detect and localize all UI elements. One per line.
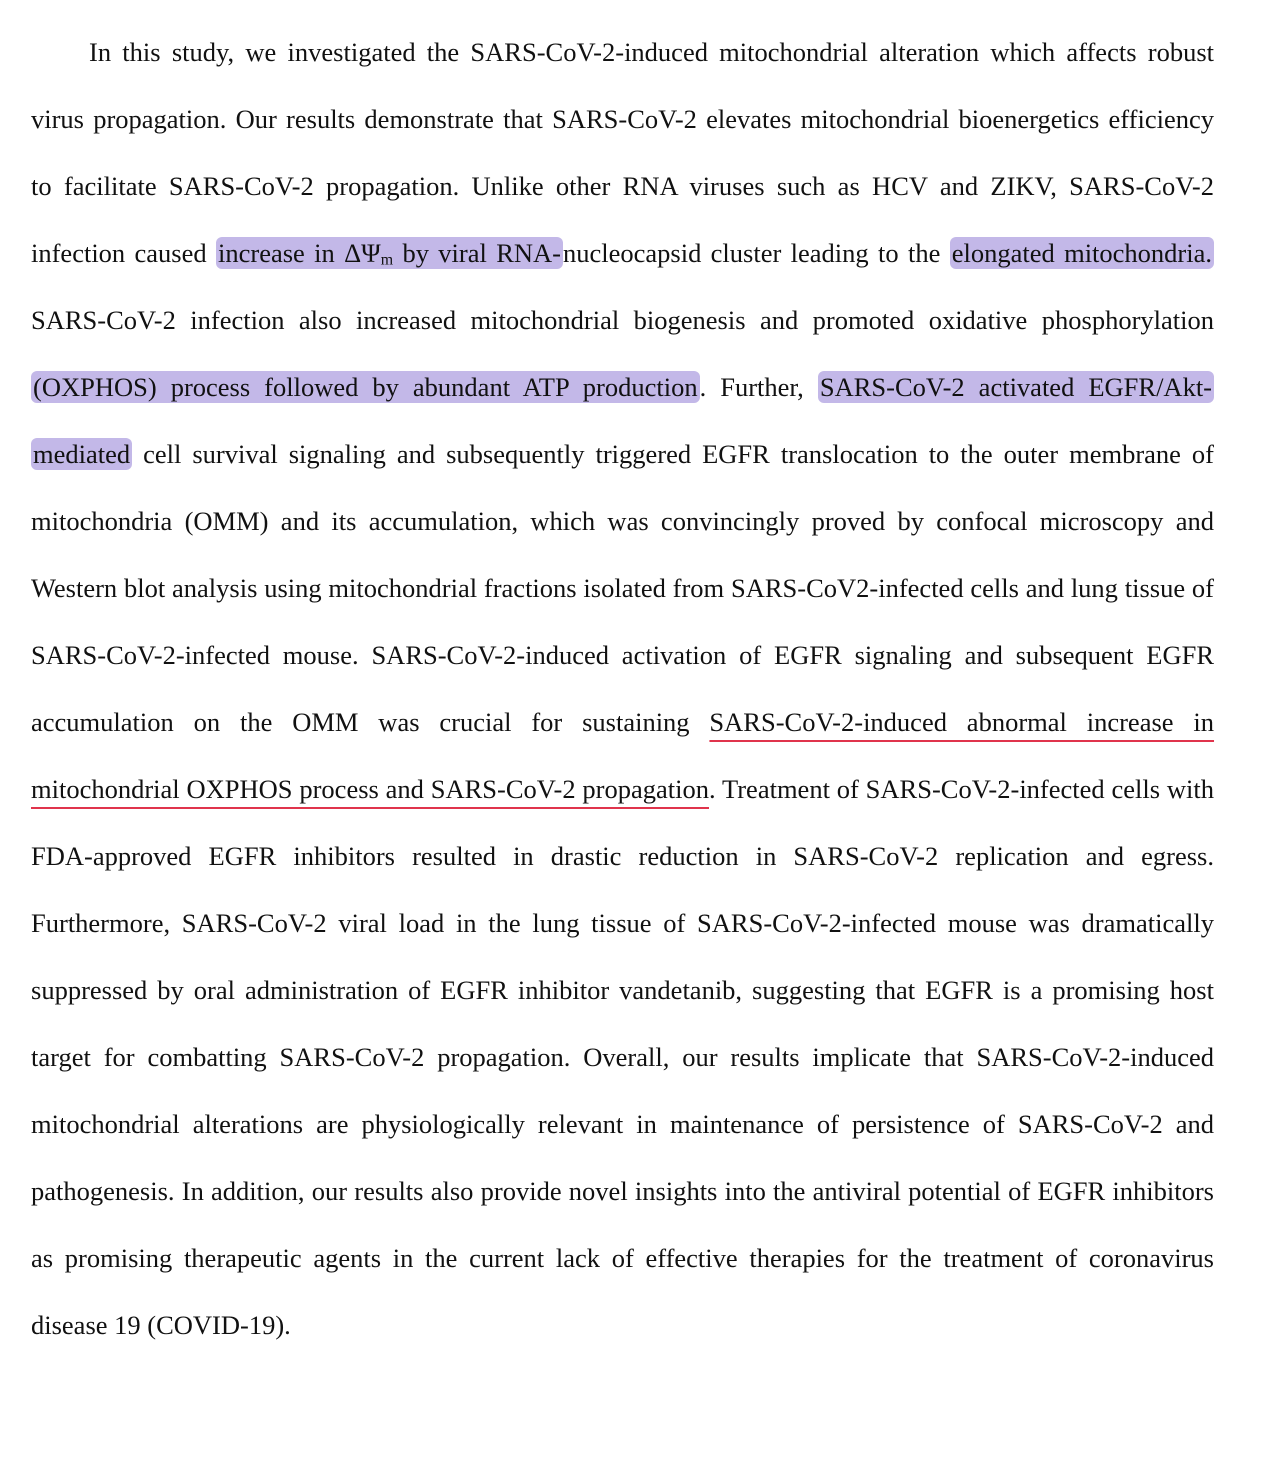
highlight-elongated-mitochondria: elongated mitochondria. [951,238,1213,268]
subscript-m: m [380,251,394,269]
text-run: cell survival signaling and subsequently triggered EGFR translocation to the outer membrane of mitochondria (OMM) and its accumulation, which was convincingly proved by confocal microscopy and Western blot analysis using mitochondrial fractions isolated from SARS-CoV2-infected cells and lung tissue of SARS-CoV-2-infected mouse. SARS-CoV-2-induced activation of EGFR signaling and subsequent EGFR accumulation on the OMM was crucial for sustaining [31,439,1214,737]
text-run: SARS-CoV-2 infection also increased mitochondrial biogenesis and promoted oxidative phosphorylation [31,305,1214,335]
text-run: . Treatment of SARS-CoV-2-infected cells with FDA-approved EGFR inhibitors resulted in drastic reduction in SARS-CoV-2 replication and egress. Furthermore, SARS-CoV-2 viral load in the lung tissue of SARS-CoV-2-infected mouse was dramatically suppressed by oral administration of EGFR inhibitor vandetanib, suggesting that EGFR is a promising host target for combatting SARS-CoV-2 propagation. Overall, our results implicate that SARS-CoV-2-induced mitochondrial alterations are physiologically relevant in maintenance of persistence of SARS-CoV-2 and pathogenesis. In addition, our results also provide novel insights into the antiviral potential of EGFR inhibitors as promising therapeutic agents in the current lack of effective therapies for the treatment of coronavirus disease 19 (COVID-19). [31,774,1214,1340]
highlight-text: by viral RNA- [393,238,561,268]
text-run: In this study, we investigated the SARS-CoV-2-induced mitochondrial alteration which affects robust virus propagation. Our results demonstrate that SARS-CoV-2 elevates mitochondrial bioenergetics efficiency to facilitate SARS-CoV-2 propagation. Unlike other RNA viruses such as HCV and ZIKV, SARS-CoV-2 infection caused [31,37,1214,268]
text-run: . Further, [699,372,804,402]
highlight-egfr-akt: SARS-CoV-2 activated EGFR/Akt-mediated [33,372,1213,469]
underline-oxphos-propagation: SARS-CoV-2-induced abnormal increase in mitochondrial OXPHOS process and SARS-CoV-2 propagation [31,707,1215,804]
document-page [31,19,1214,1359]
highlight-text: increase in ΔΨ [218,238,381,268]
highlight-membrane-potential [216,237,563,269]
highlight-oxphos-atp: (OXPHOS) process followed by abundant ATP production [33,372,698,402]
body-paragraph [31,19,1214,1359]
text-run: nucleocapsid cluster leading to the [562,238,941,268]
